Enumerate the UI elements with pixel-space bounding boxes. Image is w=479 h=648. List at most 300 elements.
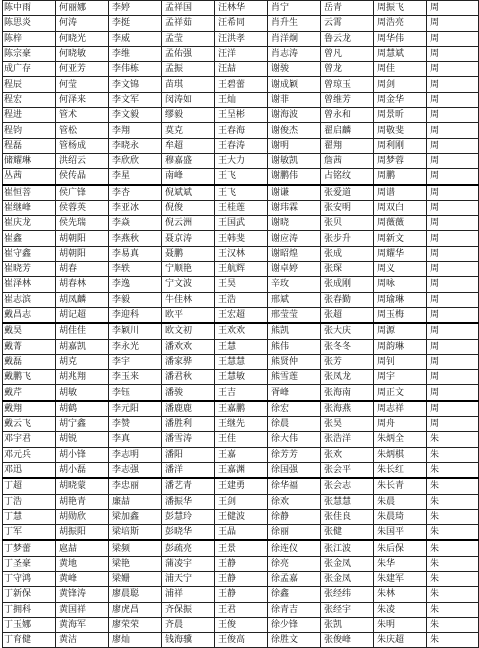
table-cell: 崔恒菩	[3, 185, 56, 201]
table-cell: 程钧	[3, 123, 56, 138]
table-cell: 孟莹	[162, 31, 215, 46]
table-cell: 周玉梅	[374, 307, 427, 323]
table-row	[3, 307, 479, 323]
table-cell: 周	[427, 370, 479, 385]
table-row	[3, 1, 479, 16]
table-row	[3, 200, 479, 215]
table-cell: 周佳	[374, 62, 427, 77]
table-cell: 汪希同	[215, 16, 268, 31]
table-cell: 胡锐	[56, 432, 109, 447]
table-cell: 熊雪莲	[268, 370, 321, 385]
table-cell: 张安明	[321, 200, 374, 215]
table-cell: 朱	[427, 617, 479, 632]
table-cell: 李威	[109, 31, 162, 46]
table-cell: 王欢欢	[215, 323, 268, 339]
table-row	[3, 231, 479, 246]
table-row	[3, 617, 479, 632]
table-cell: 何泽来	[56, 92, 109, 107]
table-row	[3, 323, 479, 339]
table-row	[3, 556, 479, 571]
table-cell: 李永光	[109, 339, 162, 354]
table-cell: 丁新保	[3, 587, 56, 602]
table-cell: 崔晓芳	[3, 262, 56, 277]
table-cell: 张浩洋	[321, 432, 374, 447]
table-cell: 朱国平	[374, 525, 427, 541]
table-cell: 王景	[215, 540, 268, 556]
table-cell: 张冬冬	[321, 339, 374, 354]
table-cell: 肖升生	[268, 16, 321, 31]
table-cell: 丁拥科	[3, 602, 56, 617]
table-cell: 李志强	[109, 462, 162, 478]
table-cell: 周	[427, 307, 479, 323]
table-cell: 朱	[427, 432, 479, 447]
table-cell: 周源	[374, 323, 427, 339]
table-cell: 徐亮	[268, 556, 321, 571]
table-cell: 梁加鑫	[109, 509, 162, 524]
table-cell: 周	[427, 262, 479, 277]
table-cell: 胥峰	[268, 385, 321, 401]
table-cell: 张琛	[321, 262, 374, 277]
table-cell: 李颖川	[109, 323, 162, 339]
table-cell: 何涛	[56, 16, 109, 31]
table-cell: 张步升	[321, 231, 374, 246]
table-cell: 欧文初	[162, 323, 215, 339]
table-cell: 王昊	[215, 277, 268, 292]
table-cell: 戴昌志	[3, 307, 56, 323]
table-cell: 周	[427, 417, 479, 432]
table-cell: 徐连仪	[268, 540, 321, 556]
table-cell: 周浩亮	[374, 16, 427, 31]
table-cell: 汪林华	[215, 1, 268, 16]
table-row	[3, 185, 479, 201]
table-cell: 周	[427, 231, 479, 246]
table-cell: 彭慧玲	[162, 509, 215, 524]
table-cell: 张俊峰	[321, 633, 374, 648]
table-cell: 周咏	[374, 277, 427, 292]
table-cell: 周正文	[374, 385, 427, 401]
table-cell: 周谱	[374, 185, 427, 201]
table-cell: 管杨成	[56, 138, 109, 153]
table-cell: 蒲凌宇	[162, 556, 215, 571]
table-cell: 潘艺青	[162, 478, 215, 494]
table-cell: 苗琪	[162, 77, 215, 92]
table-cell: 朱	[427, 571, 479, 586]
table-cell: 王嘉	[215, 447, 268, 462]
table-cell: 谢敏凯	[268, 153, 321, 168]
table-cell: 戴菁	[3, 339, 56, 354]
table-cell: 倪俊	[162, 200, 215, 215]
table-cell: 戴翔	[3, 401, 56, 417]
table-cell: 齐保振	[162, 602, 215, 617]
table-row	[3, 339, 479, 354]
table-cell: 张经宇	[321, 602, 374, 617]
table-cell: 周舟	[374, 417, 427, 432]
table-cell: 周	[427, 16, 479, 31]
table-cell: 王浩	[215, 292, 268, 307]
table-cell: 朱	[427, 447, 479, 462]
table-row	[3, 478, 479, 494]
table-cell: 周	[427, 292, 479, 307]
table-cell: 周	[427, 277, 479, 292]
table-cell: 詹茜	[321, 153, 374, 168]
table-cell: 李文毅	[109, 108, 162, 123]
table-cell: 周	[427, 31, 479, 46]
table-cell: 李伟栋	[109, 62, 162, 77]
table-cell: 徐丽	[268, 525, 321, 541]
table-row	[3, 16, 479, 31]
table-row	[3, 462, 479, 478]
table-row	[3, 138, 479, 153]
table-cell: 汪洪孝	[215, 31, 268, 46]
table-cell: 王建勇	[215, 478, 268, 494]
table-cell: 李赞	[109, 417, 162, 432]
table-row	[3, 633, 479, 648]
table-cell: 张慧慧	[321, 494, 374, 509]
table-cell: 周	[427, 200, 479, 215]
table-row	[3, 62, 479, 77]
table-cell: 扈喆	[56, 540, 109, 556]
table-cell: 李欣欣	[109, 153, 162, 168]
table-cell: 周钊	[374, 354, 427, 369]
table-cell: 熊凯	[268, 323, 321, 339]
table-cell: 徐宏	[268, 401, 321, 417]
table-cell: 张贝	[321, 216, 374, 231]
table-cell: 曾琼玉	[321, 77, 374, 92]
table-cell: 朱华	[374, 556, 427, 571]
table-cell: 周新文	[374, 231, 427, 246]
table-cell: 潘洋	[162, 462, 215, 478]
table-cell: 廖灿	[109, 633, 162, 648]
table-cell: 徐鑫	[268, 587, 321, 602]
table-cell: 张海燕	[321, 401, 374, 417]
table-cell: 胡佳佳	[56, 323, 109, 339]
table-cell: 岳青	[321, 1, 374, 16]
table-cell: 谢俊杰	[268, 123, 321, 138]
table-cell: 张欢	[321, 447, 374, 462]
table-cell: 周	[427, 77, 479, 92]
table-cell: 王君	[215, 602, 268, 617]
table-cell: 倪斌斌	[162, 185, 215, 201]
table-cell: 李真	[109, 432, 162, 447]
table-cell: 李迎科	[109, 307, 162, 323]
table-cell: 戴鹏飞	[3, 370, 56, 385]
table-row	[3, 169, 479, 185]
table-cell: 谢明	[268, 138, 321, 153]
table-row	[3, 246, 479, 261]
table-cell: 周景昕	[374, 108, 427, 123]
table-cell: 胡朝阳	[56, 231, 109, 246]
table-cell: 侯先瑞	[56, 216, 109, 231]
table-cell: 程进	[3, 108, 56, 123]
table-cell: 钱海骥	[162, 633, 215, 648]
table-cell: 张会志	[321, 478, 374, 494]
table-cell: 管松	[56, 123, 109, 138]
table-cell: 崔鑫	[3, 231, 56, 246]
table-cell: 浦天宁	[162, 571, 215, 586]
table-cell: 王碧蕾	[215, 77, 268, 92]
table-cell: 朱长青	[374, 478, 427, 494]
name-table	[2, 0, 479, 648]
table-cell: 潘鹿鹿	[162, 401, 215, 417]
table-cell: 徐晨	[268, 417, 321, 432]
table-cell: 朱炳棋	[374, 447, 427, 462]
table-cell: 丁军	[3, 525, 56, 541]
table-cell: 丁育健	[3, 633, 56, 648]
table-cell: 潘骏	[162, 385, 215, 401]
table-cell: 徐少锋	[268, 617, 321, 632]
table-cell: 崔继峰	[3, 200, 56, 215]
table-cell: 汪喆	[215, 62, 268, 77]
table-cell: 王嘉鹏	[215, 401, 268, 417]
table-cell: 周宇	[374, 370, 427, 385]
table-cell: 谢玮霖	[268, 200, 321, 215]
table-cell: 周	[427, 123, 479, 138]
table-cell: 胡记超	[56, 307, 109, 323]
table-cell: 倪云洲	[162, 216, 215, 231]
table-cell: 张爱道	[321, 185, 374, 201]
table-cell: 潘雪涛	[162, 432, 215, 447]
table-row	[3, 216, 479, 231]
table-cell: 谢昭煌	[268, 246, 321, 261]
table-cell: 王航辉	[215, 262, 268, 277]
table-cell: 周	[427, 138, 479, 153]
table-cell: 周	[427, 401, 479, 417]
table-cell: 邢斌	[268, 292, 321, 307]
table-cell: 周双白	[374, 200, 427, 215]
table-cell: 王飞	[215, 185, 268, 201]
table-cell: 张芳	[321, 354, 374, 369]
table-row	[3, 123, 479, 138]
table-cell: 聂京涛	[162, 231, 215, 246]
table-row	[3, 31, 479, 46]
table-cell: 朱炳全	[374, 432, 427, 447]
table-cell: 胡克	[56, 354, 109, 369]
table-cell: 管术	[56, 108, 109, 123]
table-cell: 张江波	[321, 540, 374, 556]
table-cell: 邓迅	[3, 462, 56, 478]
table-cell: 王春涛	[215, 138, 268, 153]
table-cell: 胡宁鑫	[56, 417, 109, 432]
table-cell: 胡嘉凯	[56, 339, 109, 354]
table-cell: 宁顺艳	[162, 262, 215, 277]
table-cell: 梁频	[109, 540, 162, 556]
table-cell: 邓元兵	[3, 447, 56, 462]
table-cell: 朱	[427, 462, 479, 478]
table-cell: 谢应涛	[268, 231, 321, 246]
table-cell: 程辰	[3, 77, 56, 92]
table-cell: 周	[427, 323, 479, 339]
table-cell: 李毅	[109, 292, 162, 307]
table-cell: 周梦蓉	[374, 153, 427, 168]
table-cell: 王汉林	[215, 246, 268, 261]
table-cell: 潘家骅	[162, 354, 215, 369]
table-cell: 李挺	[109, 16, 162, 31]
table-cell: 崔庆龙	[3, 216, 56, 231]
table-cell: 王吉	[215, 385, 268, 401]
table-cell: 周鹏	[374, 169, 427, 185]
table-cell: 何晓光	[56, 31, 109, 46]
table-cell: 谢鹏伟	[268, 169, 321, 185]
table-cell: 周	[427, 1, 479, 16]
table-cell: 宁文波	[162, 277, 215, 292]
table-cell: 周	[427, 354, 479, 369]
table-row	[3, 46, 479, 61]
table-row	[3, 277, 479, 292]
table-cell: 李婷	[109, 1, 162, 16]
table-cell: 张经纬	[321, 587, 374, 602]
table-cell: 储耀琳	[3, 153, 56, 168]
table-cell: 王灿	[215, 92, 268, 107]
table-cell: 谢谦	[268, 185, 321, 201]
table-cell: 王春海	[215, 123, 268, 138]
table-cell: 戴芹	[3, 385, 56, 401]
table-cell: 廖晨聪	[109, 587, 162, 602]
table-cell: 胡春林	[56, 277, 109, 292]
table-cell: 洪绍云	[56, 153, 109, 168]
table-cell: 熊伟	[268, 339, 321, 354]
table-cell: 徐国强	[268, 462, 321, 478]
table-cell: 徐孟嘉	[268, 571, 321, 586]
table-row	[3, 432, 479, 447]
table-cell: 翟启麟	[321, 123, 374, 138]
table-row	[3, 417, 479, 432]
table-row	[3, 92, 479, 107]
table-cell: 胡鹤	[56, 401, 109, 417]
table-cell: 李杏	[109, 185, 162, 201]
table-cell: 王健波	[215, 509, 268, 524]
table-cell: 闵涛如	[162, 92, 215, 107]
table-row	[3, 385, 479, 401]
table-cell: 徐青吉	[268, 602, 321, 617]
table-cell: 周振飞	[374, 1, 427, 16]
table-cell: 鲁云龙	[321, 31, 374, 46]
table-cell: 朱后保	[374, 540, 427, 556]
table-row	[3, 401, 479, 417]
table-row	[3, 571, 479, 586]
table-cell: 周	[427, 169, 479, 185]
table-cell: 聂鹏	[162, 246, 215, 261]
table-cell: 侯蓉英	[56, 200, 109, 215]
table-cell: 李易真	[109, 246, 162, 261]
table-cell: 朱	[427, 540, 479, 556]
table-row	[3, 509, 479, 524]
table-cell: 张佳良	[321, 509, 374, 524]
table-cell: 周	[427, 46, 479, 61]
table-cell: 汪洋	[215, 46, 268, 61]
table-cell: 王继先	[215, 417, 268, 432]
table-cell: 谢骏	[268, 62, 321, 77]
table-cell: 胡朝阳	[56, 246, 109, 261]
table-cell: 周瑜琳	[374, 292, 427, 307]
table-cell: 彭晓华	[162, 525, 215, 541]
table-cell: 周	[427, 246, 479, 261]
table-cell: 潘君秋	[162, 370, 215, 385]
table-cell: 王静	[215, 587, 268, 602]
name-table-sheet	[2, 0, 478, 648]
table-cell: 崔守鑫	[3, 246, 56, 261]
table-cell: 穆嘉盛	[162, 153, 215, 168]
table-cell: 徐华福	[268, 478, 321, 494]
table-cell: 胡振阳	[56, 525, 109, 541]
table-cell: 李轶	[109, 262, 162, 277]
table-cell: 成广存	[3, 62, 56, 77]
table-cell: 李焱	[109, 216, 162, 231]
table-cell: 莫克	[162, 123, 215, 138]
table-cell: 王俊高	[215, 633, 268, 648]
table-cell: 王韩斐	[215, 231, 268, 246]
table-cell: 何晓敏	[56, 46, 109, 61]
table-cell: 李晓永	[109, 138, 162, 153]
table-row	[3, 77, 479, 92]
table-cell: 王晶	[215, 525, 268, 541]
table-cell: 谢卓婷	[268, 262, 321, 277]
table-cell: 孟祥茹	[162, 16, 215, 31]
table-cell: 王静	[215, 556, 268, 571]
table-cell: 李星	[109, 169, 162, 185]
table-cell: 王飞	[215, 169, 268, 185]
table-cell: 何亚芳	[56, 62, 109, 77]
table-cell: 曾凡	[321, 46, 374, 61]
table-cell: 梁艳	[109, 556, 162, 571]
table-cell: 邓宇君	[3, 432, 56, 447]
table-cell: 张成刚	[321, 277, 374, 292]
table-cell: 胡凤麟	[56, 292, 109, 307]
table-cell: 丁浩	[3, 494, 56, 509]
table-cell: 丁慧	[3, 509, 56, 524]
table-cell: 周韵琳	[374, 339, 427, 354]
table-cell: 崔泽林	[3, 277, 56, 292]
table-cell: 戴云飞	[3, 417, 56, 432]
table-cell: 谢菲	[268, 92, 321, 107]
table-cell: 胡春	[56, 262, 109, 277]
table-cell: 朱林	[374, 587, 427, 602]
table-cell: 朱凌	[374, 602, 427, 617]
table-cell: 肖宁	[268, 1, 321, 16]
table-cell: 徐胜文	[268, 633, 321, 648]
table-cell: 何丽娜	[56, 1, 109, 16]
table-cell: 潘振华	[162, 494, 215, 509]
table-cell: 周利刚	[374, 138, 427, 153]
table-cell: 浦祥	[162, 587, 215, 602]
table-cell: 孟祥国	[162, 1, 215, 16]
table-cell: 潘阳	[162, 447, 215, 462]
table-cell: 周	[427, 153, 479, 168]
table-cell: 朱	[427, 556, 479, 571]
table-cell: 周金华	[374, 92, 427, 107]
table-cell: 周志祥	[374, 401, 427, 417]
table-cell: 肖洋炯	[268, 31, 321, 46]
table-cell: 潘欢欢	[162, 339, 215, 354]
table-cell: 张春勤	[321, 292, 374, 307]
table-row	[3, 587, 479, 602]
table-cell: 陈思炎	[3, 16, 56, 31]
table-row	[3, 494, 479, 509]
table-cell: 王剑	[215, 494, 268, 509]
table-cell: 程宏	[3, 92, 56, 107]
table-cell: 周	[427, 108, 479, 123]
table-cell: 李逸	[109, 277, 162, 292]
table-cell: 谢成颖	[268, 77, 321, 92]
table-cell: 王国武	[215, 216, 268, 231]
table-cell: 李亚冰	[109, 200, 162, 215]
table-cell: 王桂莲	[215, 200, 268, 215]
table-cell: 朱	[427, 478, 479, 494]
table-cell: 廖荣荣	[109, 617, 162, 632]
table-cell: 徐欢	[268, 494, 321, 509]
table-cell: 周慧斌	[374, 46, 427, 61]
table-cell: 李钰	[109, 385, 162, 401]
table-cell: 曾永和	[321, 108, 374, 123]
